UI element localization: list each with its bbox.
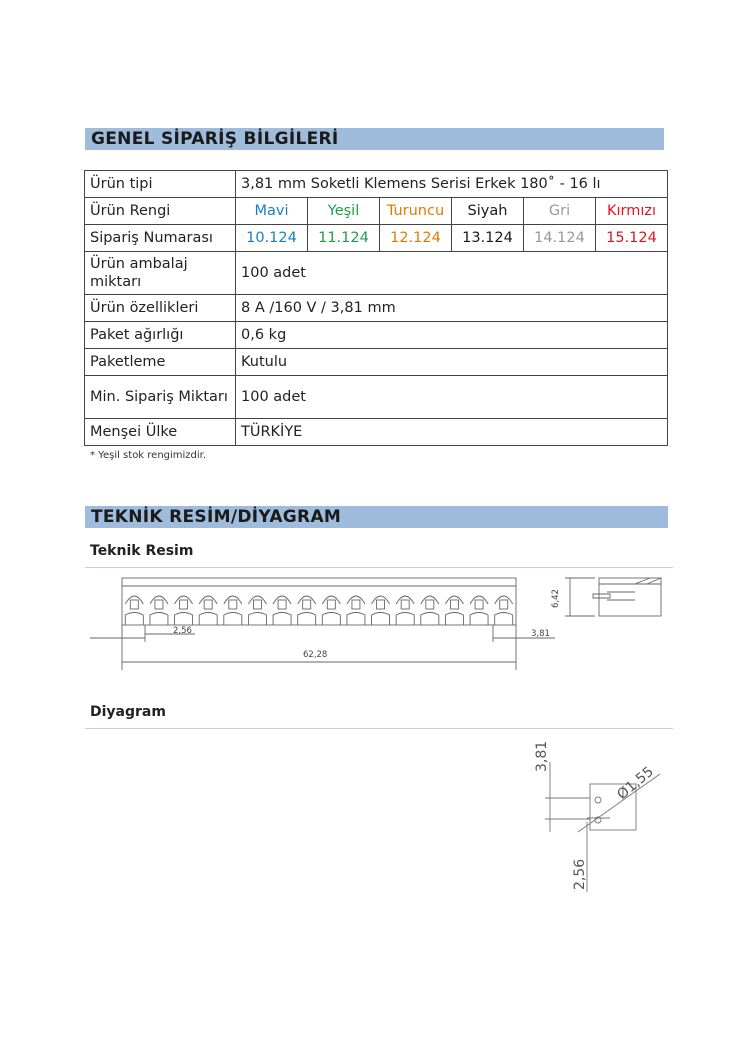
- pin-socket: [396, 613, 414, 626]
- table-row: [85, 252, 668, 295]
- pin-socket: [495, 613, 513, 626]
- pin-socket: [421, 613, 439, 626]
- pin-square: [401, 600, 409, 609]
- color-name-gri: Gri: [524, 198, 596, 225]
- order-number-gri: 14.124: [524, 225, 596, 252]
- color-name-kirmizi: Kırmızı: [596, 198, 668, 225]
- pin-square: [180, 600, 188, 609]
- table-row: [85, 349, 668, 376]
- value-min-siparis: 100 adet: [236, 376, 668, 419]
- connector-body-outline: [122, 578, 516, 625]
- label-siparis-numarasi: Sipariş Numarası: [85, 225, 236, 252]
- pin-square: [204, 600, 212, 609]
- pin-square: [500, 600, 508, 609]
- pin-socket: [224, 613, 242, 626]
- pin-square: [155, 600, 163, 609]
- pin-square: [352, 600, 360, 609]
- value-ambalaj: 100 adet: [236, 252, 668, 295]
- dim-offset-label: 2,56: [572, 858, 588, 890]
- pin-socket: [150, 613, 168, 626]
- pin-square: [130, 600, 138, 609]
- table-row: [85, 322, 668, 349]
- pin-square: [426, 600, 434, 609]
- label-agirlik: Paket ağırlığı: [85, 322, 236, 349]
- dim-height-label: 6,42: [551, 589, 561, 608]
- pin-square: [327, 600, 335, 609]
- dim-total-label: 62,28: [303, 650, 328, 660]
- pin-square: [253, 600, 261, 609]
- pin-socket: [273, 613, 291, 626]
- order-number-mavi: 10.124: [236, 225, 308, 252]
- divider: [85, 728, 673, 729]
- pin-square: [475, 600, 483, 609]
- pin-square: [278, 600, 286, 609]
- value-mensei: TÜRKİYE: [236, 419, 668, 446]
- label-urun-tipi: Ürün tipi: [85, 171, 236, 198]
- subtitle-diyagram: Diyagram: [90, 704, 166, 720]
- pin-square: [229, 600, 237, 609]
- connector-pins: [125, 596, 512, 625]
- hole-upper: [595, 797, 601, 803]
- label-ambalaj: Ürün ambalaj miktarı: [85, 252, 236, 295]
- section-title-teknik-resim: TEKNİK RESİM/DİYAGRAM: [85, 506, 668, 528]
- table-row: [85, 295, 668, 322]
- table-row: [85, 198, 668, 225]
- pin-socket: [175, 613, 193, 626]
- order-info-table: [84, 170, 668, 446]
- label-mensei: Menşei Ülke: [85, 419, 236, 446]
- pin-socket: [298, 613, 316, 626]
- value-ozellikler: 8 A /160 V / 3,81 mm: [236, 295, 668, 322]
- footnote: * Yeşil stok rengimizdir.: [90, 450, 207, 461]
- label-min-siparis: Min. Sipariş Miktarı: [85, 376, 236, 419]
- pin-socket: [199, 613, 217, 626]
- side-view-latch: [635, 578, 661, 584]
- pin-socket: [322, 613, 340, 626]
- order-number-yesil: 11.124: [308, 225, 380, 252]
- pin-socket: [125, 613, 143, 626]
- pin-square: [377, 600, 385, 609]
- color-name-turuncu: Turuncu: [380, 198, 452, 225]
- order-number-kirmizi: 15.124: [596, 225, 668, 252]
- dim-end-label: 3,81: [531, 629, 550, 639]
- table-row: [85, 376, 668, 419]
- pin-socket: [372, 613, 390, 626]
- pin-square: [303, 600, 311, 609]
- label-urun-rengi: Ürün Rengi: [85, 198, 236, 225]
- pin-square: [450, 600, 458, 609]
- table-row: [85, 225, 668, 252]
- value-agirlik: 0,6 kg: [236, 322, 668, 349]
- pin-socket: [347, 613, 365, 626]
- section-title-genel-siparis: GENEL SİPARİŞ BİLGİLERİ: [85, 128, 664, 150]
- table-row: [85, 171, 668, 198]
- dim-pitch-label: 2,56: [173, 626, 192, 636]
- value-urun-tipi: 3,81 mm Soketli Klemens Serisi Erkek 180˚ - 16 lı: [236, 171, 668, 198]
- subtitle-teknik-resim: Teknik Resim: [90, 543, 194, 559]
- order-number-siyah: 13.124: [452, 225, 524, 252]
- dim-hole-label: Ø1,55: [614, 763, 657, 804]
- pin-socket: [445, 613, 463, 626]
- table-row: [85, 419, 668, 446]
- pin-socket: [470, 613, 488, 626]
- label-ozellikler: Ürün özellikleri: [85, 295, 236, 322]
- color-name-yesil: Yeşil: [308, 198, 380, 225]
- technical-drawing: [85, 570, 675, 675]
- pin-socket: [248, 613, 266, 626]
- order-number-turuncu: 12.124: [380, 225, 452, 252]
- color-name-siyah: Siyah: [452, 198, 524, 225]
- color-name-mavi: Mavi: [236, 198, 308, 225]
- diagram-drawing: [520, 732, 670, 892]
- value-paketleme: Kutulu: [236, 349, 668, 376]
- dim-pitch-label: 3,81: [534, 740, 550, 772]
- divider: [85, 567, 673, 568]
- side-view-pin: [593, 594, 610, 598]
- label-paketleme: Paketleme: [85, 349, 236, 376]
